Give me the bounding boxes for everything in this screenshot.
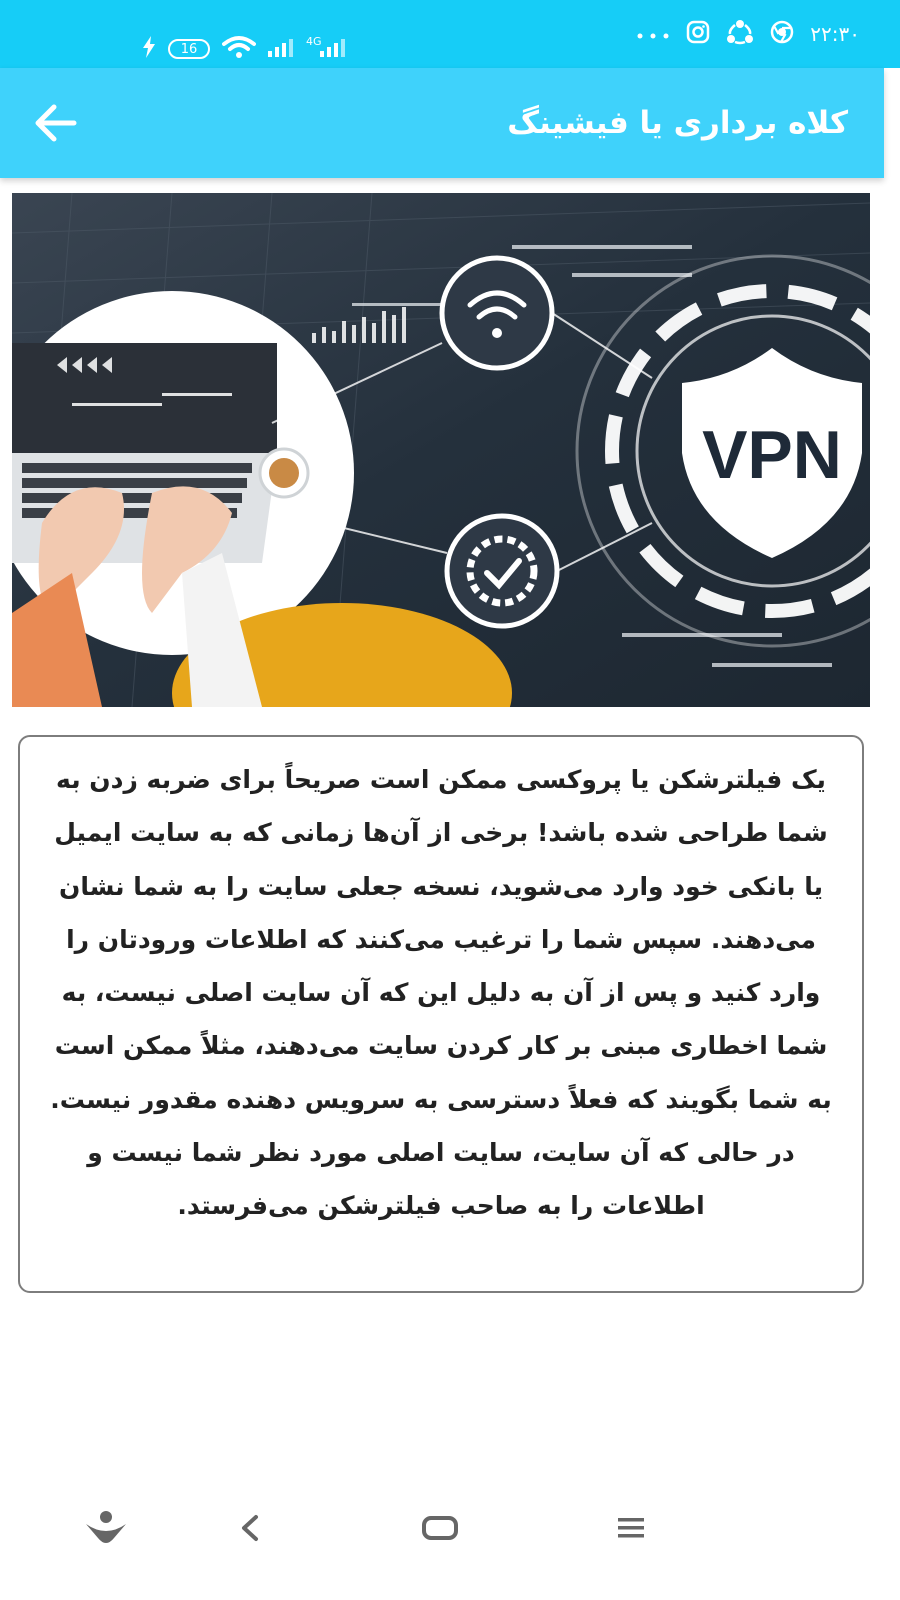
back-button[interactable] [30,101,80,145]
wifi-icon [222,35,256,63]
home-nav-icon [421,1515,459,1541]
status-left-group [142,34,350,64]
menu-nav-icon [616,1516,646,1540]
menu-nav-button[interactable] [601,1508,661,1548]
back-nav-button[interactable] [220,1508,280,1548]
page-title: کلاه برداری یا فیشینگ [507,105,848,141]
status-bar [0,0,900,68]
instagram-icon [686,20,710,48]
sync-icon [726,19,754,49]
article-body: یک فیلترشکن یا پروکسی ممکن است صریحاً برای ضربه زدن به شما طراحی شده باشد! برخی از آن‌ها زمانی که به سایت ایمیل یا بانکی خود وارد می‌شوید، نسخه جعلی سایت را به شما نشان می‌دهند. سپس شما را ترغیب می‌کنند که اطلاعات ورودتان را وارد کنید و پس از آن به دلیل این که آن سایت اصلی نیست، به شما اخطاری مبنی بر کار کردن سایت می‌دهند، مثلاً ممکن است به شما بگویند که فعلاً دسترسی به سرویس دهنده مقدور نیست. در حالی که آن سایت، سایت اصلی مورد نظر شما نیست و اطلاعات را به صاحب فیلترشکن می‌فرستد. [50,765,832,1221]
signal-icon [268,37,294,61]
chrome-icon [770,20,794,48]
bottom-navigation [0,1490,900,1600]
hero-image [12,193,870,707]
arrow-left-icon [30,101,80,145]
back-nav-icon [240,1513,260,1543]
charging-icon [142,36,156,62]
more-icon [636,25,670,44]
network-type: 4G [306,34,322,48]
vpn-illustration [12,193,870,707]
status-time: ۲۲:۳۰ [810,22,860,46]
app-bar [0,68,884,178]
vpn-badge-text: VPN [702,417,842,493]
status-right-group [636,19,860,49]
battery-icon [168,39,210,59]
signal-icon-2 [320,37,350,61]
battery-level: 16 [168,39,210,59]
assistant-icon [84,1508,128,1548]
assistant-button[interactable] [76,1508,136,1548]
home-nav-button[interactable] [410,1508,470,1548]
article-card [18,735,864,1293]
